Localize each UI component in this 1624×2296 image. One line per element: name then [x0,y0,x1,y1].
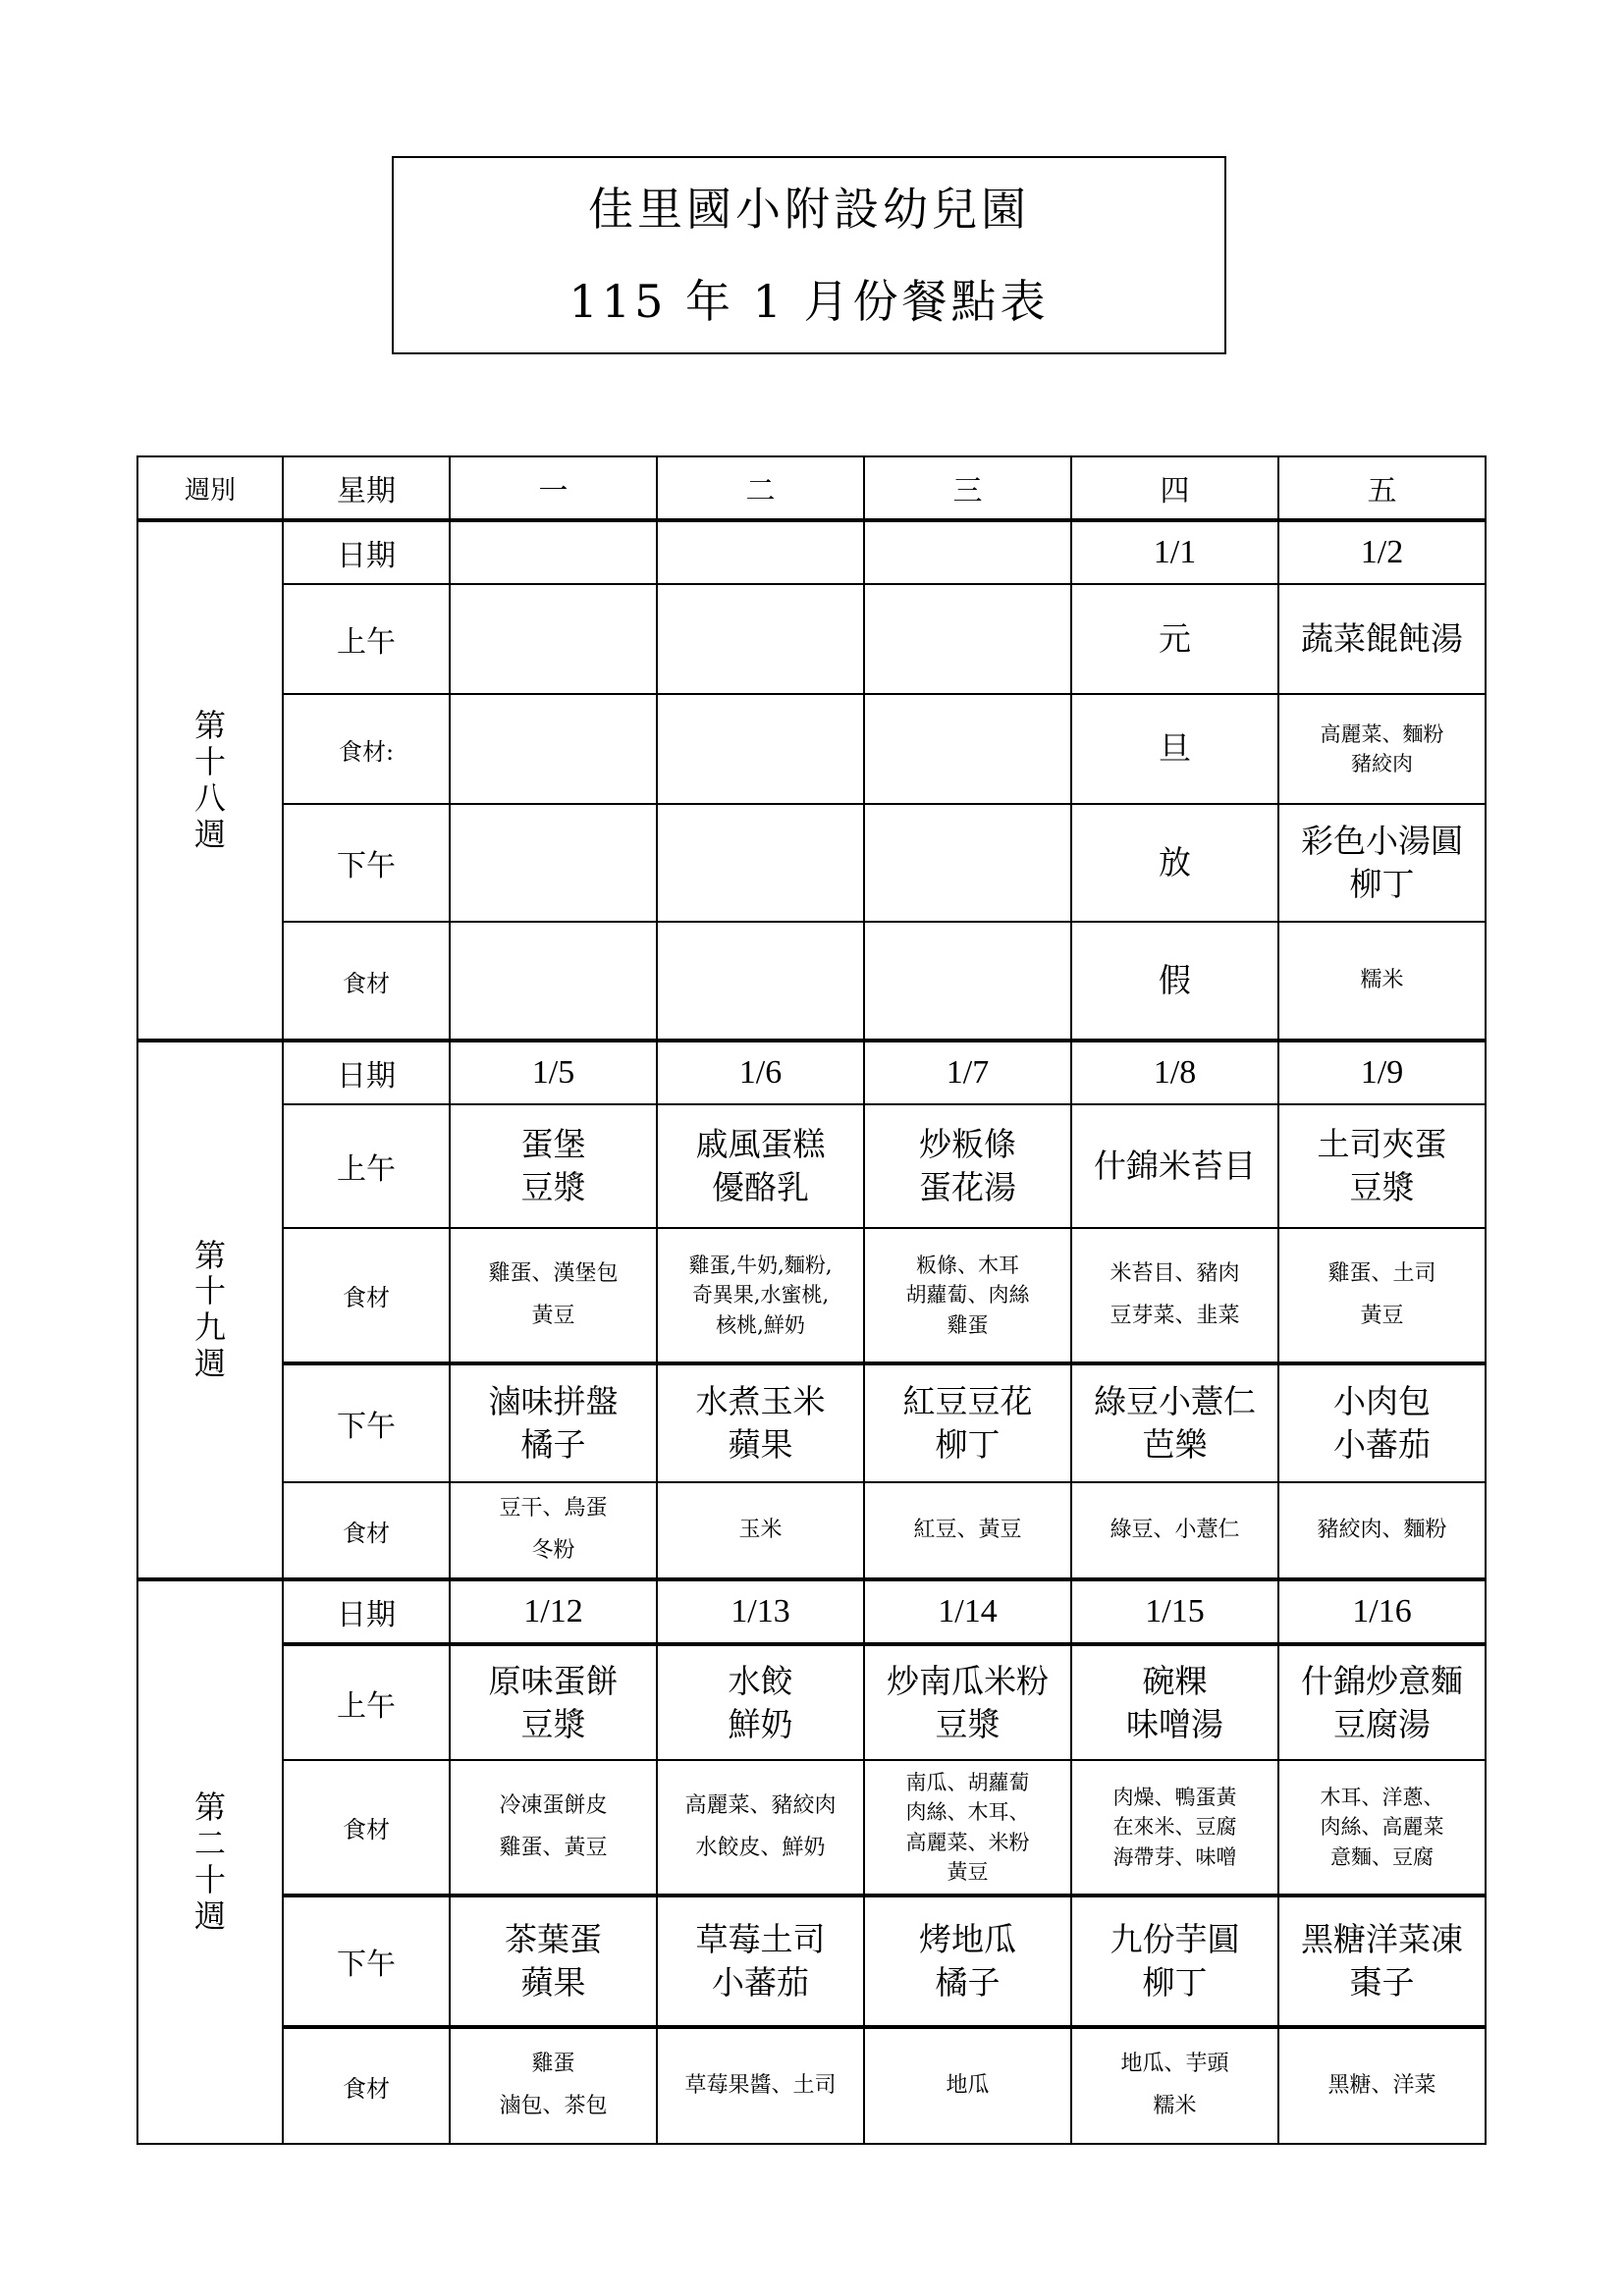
morning-row [137,1644,1486,1760]
morning-ingredients-row [137,1760,1486,1896]
morning-meal-cell: 炒粄條 蛋花湯 [864,1104,1071,1228]
ingredients-cell: 雞蛋、土司 黃豆 [1278,1228,1486,1363]
ingredients-cell: 肉燥、鴨蛋黃 在來米、豆腐 海帶芽、味噌 [1071,1760,1278,1896]
week-block [137,1041,1486,1579]
day-header: 一 [450,456,657,520]
morning-meal-cell [864,584,1071,694]
weekday-column-header: 星期 [283,456,450,520]
morning-meal-cell: 水餃 鮮奶 [657,1644,864,1760]
afternoon-meal-cell: 茶葉蛋 蘋果 [450,1896,657,2027]
row-label-morning: 上午 [283,1104,450,1228]
morning-meal-cell: 蔬菜餛飩湯 [1278,584,1486,694]
afternoon-meal-cell [450,804,657,922]
week-label: 第二十週 [194,1789,227,1935]
morning-meal-cell: 戚風蛋糕 優酪乳 [657,1104,864,1228]
ingredients-cell [450,694,657,804]
row-label-afternoon: 下午 [283,1363,450,1482]
ingredients-cell: 高麗菜、豬絞肉 水餃皮、鮮奶 [657,1760,864,1896]
afternoon-ingredients-row [137,922,1486,1041]
week-label: 第十八週 [194,707,227,853]
afternoon-meal-cell: 黑糖洋菜凍 棗子 [1278,1896,1486,2027]
afternoon-meal-cell: 紅豆豆花 柳丁 [864,1363,1071,1482]
date-cell: 1/9 [1278,1041,1486,1104]
afternoon-meal-cell: 綠豆小薏仁 芭樂 [1071,1363,1278,1482]
row-label-date: 日期 [283,520,450,584]
ingredients-cell: 黑糖、洋菜 [1278,2027,1486,2144]
week-label: 第十九週 [194,1236,227,1382]
ingredients-cell: 豬絞肉、麵粉 [1278,1482,1486,1579]
week-block [137,1579,1486,2144]
holiday-note-cell: 假 [1071,922,1278,1041]
day-header: 二 [657,456,864,520]
afternoon-meal-cell [657,804,864,922]
row-label-morning: 上午 [283,584,450,694]
ingredients-cell [864,694,1071,804]
date-cell: 1/8 [1071,1041,1278,1104]
morning-ingredients-row [137,1228,1486,1363]
row-label-ingredients: 食材 [283,1228,450,1363]
week-column-header: 週別 [137,456,283,520]
morning-meal-cell: 什錦炒意麵 豆腐湯 [1278,1644,1486,1760]
ingredients-cell: 地瓜 [864,2027,1071,2144]
afternoon-ingredients-row [137,1482,1486,1579]
day-header: 四 [1071,456,1278,520]
morning-row [137,584,1486,694]
date-cell: 1/1 [1071,520,1278,584]
ingredients-cell: 綠豆、小薏仁 [1071,1482,1278,1579]
holiday-note-cell: 放 [1071,804,1278,922]
date-row [137,1579,1486,1644]
holiday-note-cell: 元 [1071,584,1278,694]
ingredients-cell: 米苔目、豬肉 豆芽菜、韭菜 [1071,1228,1278,1363]
morning-meal-cell: 土司夾蛋 豆漿 [1278,1104,1486,1228]
morning-meal-cell: 蛋堡 豆漿 [450,1104,657,1228]
row-label-date: 日期 [283,1041,450,1104]
row-label-ingredients: 食材 [283,1482,450,1579]
date-cell [450,520,657,584]
date-cell: 1/12 [450,1579,657,1644]
morning-meal-cell: 原味蛋餅 豆漿 [450,1644,657,1760]
week-block [137,520,1486,1041]
title-box [392,156,1226,354]
afternoon-meal-cell: 草莓土司 小蕃茄 [657,1896,864,2027]
afternoon-meal-cell: 滷味拼盤 橘子 [450,1363,657,1482]
afternoon-meal-cell: 水煮玉米 蘋果 [657,1363,864,1482]
row-label-date: 日期 [283,1579,450,1644]
ingredients-cell: 冷凍蛋餅皮 雞蛋、黃豆 [450,1760,657,1896]
ingredients-cell: 雞蛋 滷包、茶包 [450,2027,657,2144]
afternoon-ingredients-row [137,2027,1486,2144]
date-cell: 1/6 [657,1041,864,1104]
morning-meal-cell: 什錦米苔目 [1071,1104,1278,1228]
week-label-cell [137,1579,283,2144]
header-row [137,456,1486,520]
day-header: 五 [1278,456,1486,520]
date-row [137,520,1486,584]
date-cell: 1/13 [657,1579,864,1644]
holiday-note-cell: 旦 [1071,694,1278,804]
week-label-cell [137,1041,283,1579]
morning-meal-cell [450,584,657,694]
afternoon-meal-cell: 九份芋圓 柳丁 [1071,1896,1278,2027]
document-title: 115 年 1 月份餐點表 [568,275,1050,328]
row-label-afternoon: 下午 [283,1896,450,2027]
row-label-ingredients: 食材: [283,694,450,804]
ingredients-cell [450,922,657,1041]
date-cell: 1/5 [450,1041,657,1104]
school-name: 佳里國小附設幼兒園 [588,183,1030,236]
afternoon-row [137,1896,1486,2027]
afternoon-meal-cell: 彩色小湯圓 柳丁 [1278,804,1486,922]
ingredients-cell: 雞蛋、漢堡包 黃豆 [450,1228,657,1363]
ingredients-cell: 玉米 [657,1482,864,1579]
afternoon-meal-cell [864,804,1071,922]
ingredients-cell: 草莓果醬、土司 [657,2027,864,2144]
morning-meal-cell [657,584,864,694]
row-label-morning: 上午 [283,1644,450,1760]
afternoon-meal-cell: 烤地瓜 橘子 [864,1896,1071,2027]
morning-row [137,1104,1486,1228]
date-cell: 1/2 [1278,520,1486,584]
ingredients-cell [864,922,1071,1041]
ingredients-cell: 糯米 [1278,922,1486,1041]
row-label-ingredients: 食材 [283,922,450,1041]
date-cell: 1/7 [864,1041,1071,1104]
ingredients-cell: 豆干、鳥蛋 冬粉 [450,1482,657,1579]
date-row [137,1041,1486,1104]
week-label-cell [137,520,283,1041]
day-header: 三 [864,456,1071,520]
ingredients-cell [657,694,864,804]
morning-ingredients-row [137,694,1486,804]
afternoon-meal-cell: 小肉包 小蕃茄 [1278,1363,1486,1482]
afternoon-row [137,1363,1486,1482]
meal-schedule-table [136,455,1487,2145]
date-cell: 1/16 [1278,1579,1486,1644]
ingredients-cell: 粄條、木耳 胡蘿蔔、肉絲 雞蛋 [864,1228,1071,1363]
morning-meal-cell: 炒南瓜米粉 豆漿 [864,1644,1071,1760]
ingredients-cell: 木耳、洋蔥、 肉絲、高麗菜 意麵、豆腐 [1278,1760,1486,1896]
date-cell: 1/14 [864,1579,1071,1644]
date-cell: 1/15 [1071,1579,1278,1644]
ingredients-cell: 紅豆、黃豆 [864,1482,1071,1579]
ingredients-cell: 雞蛋,牛奶,麵粉, 奇異果,水蜜桃, 核桃,鮮奶 [657,1228,864,1363]
date-cell [657,520,864,584]
ingredients-cell: 南瓜、胡蘿蔔 肉絲、木耳、 高麗菜、米粉 黃豆 [864,1760,1071,1896]
date-cell [864,520,1071,584]
row-label-ingredients: 食材 [283,2027,450,2144]
ingredients-cell: 高麗菜、麵粉 豬絞肉 [1278,694,1486,804]
morning-meal-cell: 碗粿 味噌湯 [1071,1644,1278,1760]
ingredients-cell [657,922,864,1041]
afternoon-row [137,804,1486,922]
row-label-ingredients: 食材 [283,1760,450,1896]
row-label-afternoon: 下午 [283,804,450,922]
ingredients-cell: 地瓜、芋頭 糯米 [1071,2027,1278,2144]
